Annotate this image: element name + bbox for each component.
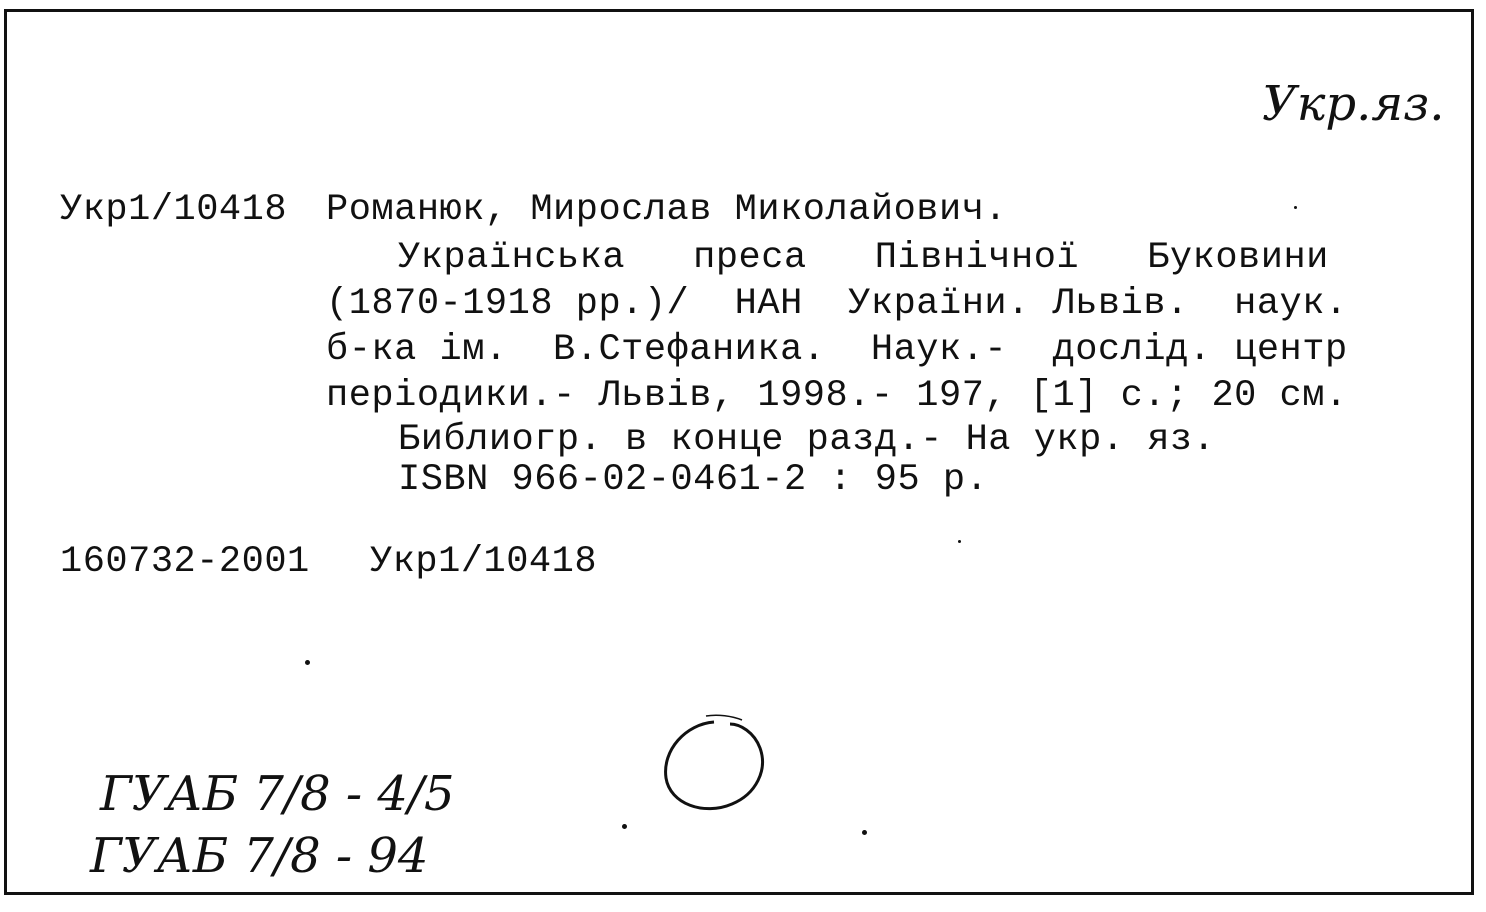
speck	[622, 824, 627, 829]
punch-hole-mark	[656, 712, 776, 822]
author-line: Романюк, Мирослав Миколайович.	[326, 189, 1008, 231]
isbn-line: ISBN 966-02-0461-2 : 95 р.	[398, 459, 989, 501]
title-line-2: (1870-1918 рр.)/ НАН України. Львів. наук.	[326, 283, 1348, 325]
speck	[958, 540, 961, 543]
bibliography-note: Библиогр. в конце разд.- На укр. яз.	[398, 419, 1216, 461]
handwritten-note-1: ГУАБ 7/8 - 4/5	[100, 766, 455, 822]
speck	[1294, 206, 1297, 209]
title-line-3: б-ка ім. В.Стефаника. Наук.- дослід. центр	[326, 329, 1348, 371]
title-line-1: Українська преса Північної Буковини	[398, 237, 1329, 279]
accession-number: 160732-2001	[60, 541, 310, 583]
speck	[305, 660, 310, 665]
accession-call-number: Укр1/10418	[370, 541, 598, 583]
title-line-4: періодики.- Львів, 1998.- 197, [1] с.; 20 см.	[326, 375, 1348, 417]
call-number: Укр1/10418	[60, 189, 288, 231]
handwritten-note-2: ГУАБ 7/8 - 94	[90, 828, 429, 884]
speck	[862, 830, 867, 835]
corner-note: Укр.яз.	[1262, 76, 1445, 132]
